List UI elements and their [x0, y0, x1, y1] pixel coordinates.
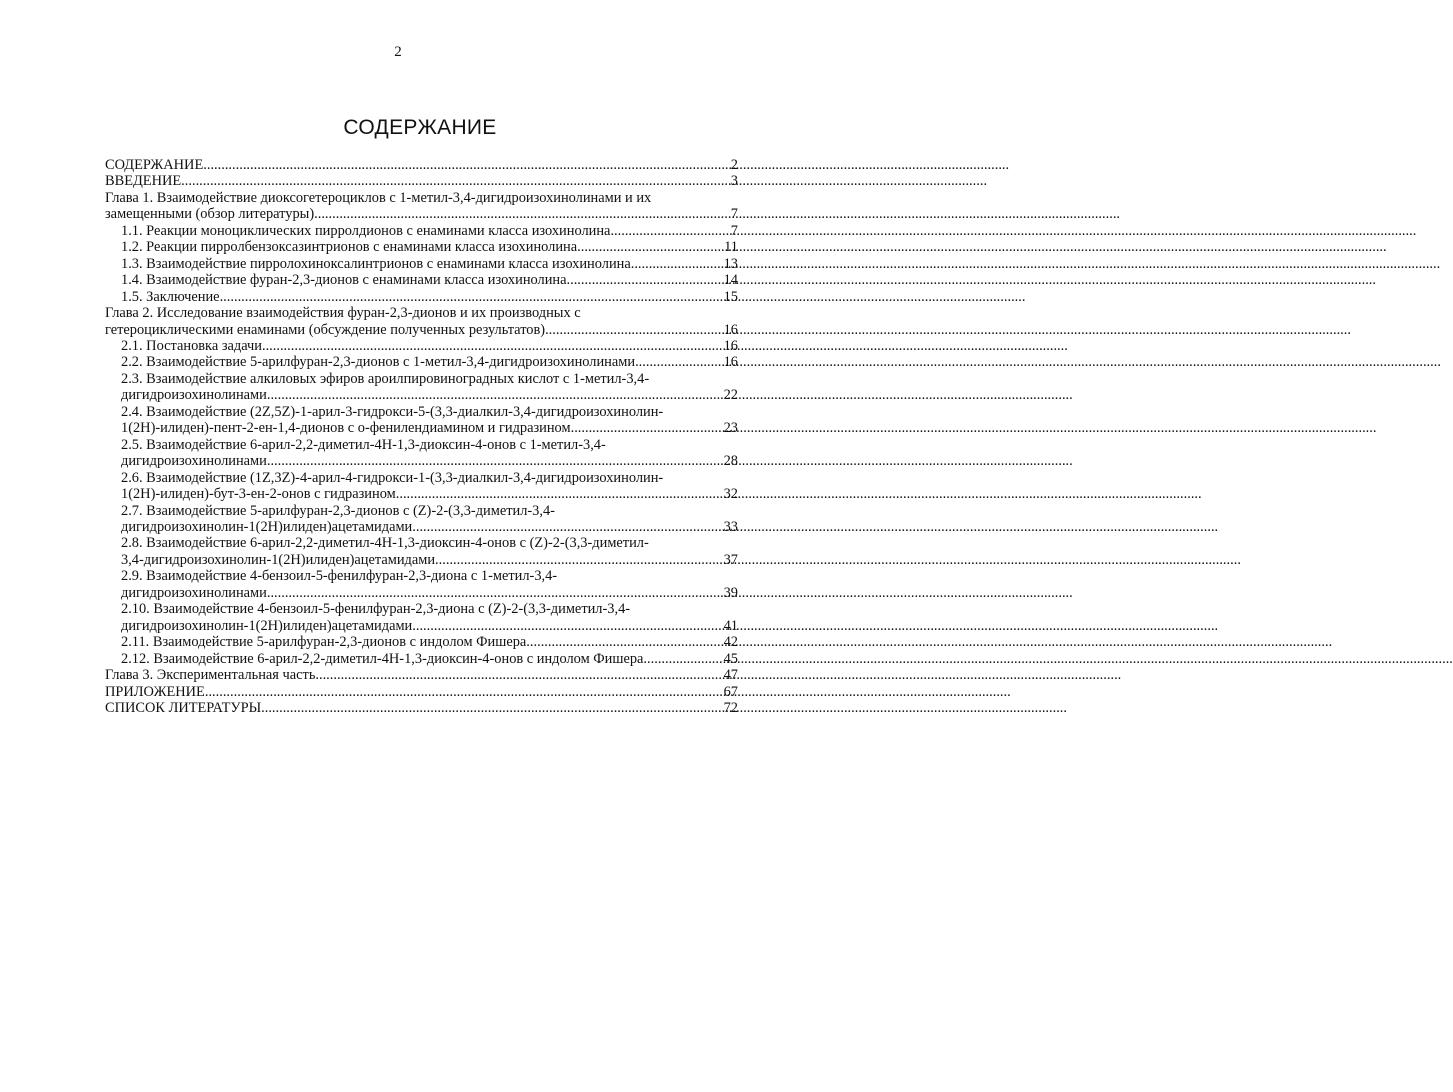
dot-leader [267, 585, 724, 601]
toc-page-number: 72 [723, 699, 738, 716]
dot-leader [315, 667, 723, 683]
toc-entry[interactable] [105, 651, 738, 667]
toc-entry[interactable] [105, 173, 738, 189]
dot-leader [647, 651, 724, 667]
toc-entry-title: СОДЕРЖАНИЕ [105, 157, 204, 173]
toc-entry[interactable] [105, 190, 738, 223]
toc-page-number: 33 [723, 518, 738, 535]
dot-leader [634, 256, 723, 272]
toc-entry-title: СПИСОК ЛИТЕРАТУРЫ [105, 699, 262, 716]
toc-entry[interactable] [105, 305, 738, 338]
dot-leader [262, 338, 724, 354]
toc-entry[interactable] [105, 601, 738, 634]
toc-entry-title: дигидроизохинолинами [121, 387, 267, 404]
dot-leader [635, 354, 724, 370]
toc-entry-line: 2.9. Взаимодействие 4-бензоил-5-фенилфуран-2,3-диона с 1-метил-3,4- [121, 568, 558, 585]
toc-entry-title: дигидроизохинолин-1(2H)илиден)ацетамидами [121, 617, 413, 634]
dot-leader [261, 700, 723, 716]
dot-leader [396, 486, 724, 502]
dot-leader [181, 173, 731, 189]
toc-entry-title: 2.1. Постановка задачи [121, 337, 262, 354]
dot-leader [412, 519, 723, 535]
toc-page-number: 28 [723, 453, 738, 470]
dot-leader [412, 618, 723, 634]
toc-entry-title: 2.11. Взаимодействие 5-арилфуран-2,3-дионов с индолом Фишера [121, 634, 527, 651]
toc-entry-line: Глава 1. Взаимодействие диоксогетероциклов с 1-метил-3,4-дигидроизохинолинами и их [105, 189, 652, 206]
toc-page-number: 15 [723, 288, 738, 305]
dot-leader [610, 223, 730, 239]
toc-entry-line: 2.7. Взаимодействие 5-арилфуран-2,3-дионов с (Z)-2-(3,3-диметил-3,4- [121, 502, 555, 519]
toc-entry-title: дигидроизохинолинами [121, 584, 267, 601]
toc-page-number: 22 [723, 387, 738, 404]
toc-entry-title: 1.4. Взаимодействие фуран-2,3-дионов с енаминами класса изохинолина. [121, 272, 571, 289]
toc-entry-title: Глава 3. Экспериментальная часть [105, 667, 316, 684]
toc-page-number: 11 [724, 239, 738, 256]
toc-title: СОДЕРЖАНИЕ [343, 116, 497, 139]
toc-entry[interactable] [105, 157, 738, 173]
page-number: 2 [394, 44, 402, 60]
toc-page-number: 41 [723, 617, 738, 634]
toc-entry-title: 1.5. Заключение [121, 288, 220, 305]
toc-page-number: 47 [723, 667, 738, 684]
toc-entry-line: 2.10. Взаимодействие 4-бензоил-5-фенилфуран-2,3-диона с (Z)-2-(3,3-диметил-3,4- [121, 601, 631, 618]
toc-entry-title: 1.3. Взаимодействие пирролохиноксалинтрионов с енаминами класса изохинолина. [121, 255, 635, 272]
toc-entry[interactable] [105, 338, 738, 354]
toc-page-number: 16 [723, 337, 738, 354]
toc-entry-line: 2.4. Взаимодействие (2Z,5Z)-1-арил-3-гидрокси-5-(3,3-диалкил-3,4-дигидроизохинолин- [121, 403, 664, 420]
toc-entry-title: дигидроизохинолинами [121, 453, 267, 470]
toc-page-number: 14 [723, 272, 738, 289]
toc-entry-title: 1(2H)-илиден)-бут-3-ен-2-онов с гидразином [121, 486, 396, 503]
toc-page-number: 23 [723, 420, 738, 437]
toc-entry-title: замещенными (обзор литературы) [105, 206, 315, 223]
toc-entry[interactable] [105, 700, 738, 716]
dot-leader [571, 420, 724, 436]
toc-entry[interactable] [105, 667, 738, 683]
toc-page-number: 67 [723, 683, 738, 700]
toc-page-number: 16 [723, 354, 738, 371]
toc-entry[interactable] [105, 404, 738, 437]
toc-entry[interactable] [105, 354, 738, 370]
toc-page-number: 13 [723, 255, 738, 272]
toc-entry[interactable] [105, 371, 738, 404]
toc-page-number: 16 [723, 321, 738, 338]
toc-entry-title: 2.12. Взаимодействие 6-арил-2,2-диметил-4H-1,3-диоксин-4-онов с индолом Фишера. [121, 650, 648, 667]
dot-leader [203, 157, 731, 173]
toc-entry-title: ПРИЛОЖЕНИЕ [105, 683, 205, 700]
toc-page-number: 3 [730, 173, 738, 190]
toc-entry-title: 3,4-дигидроизохинолин-1(2H)илиден)ацетамидами [121, 551, 436, 568]
dot-leader [205, 684, 724, 700]
toc-page-number: 42 [723, 634, 738, 651]
toc-page-number: 7 [730, 222, 738, 239]
toc-entry-line: 2.8. Взаимодействие 6-арил-2,2-диметил-4H-1,3-диоксин-4-онов с (Z)-2-(3,3-диметил- [121, 535, 649, 552]
toc-entry[interactable] [105, 503, 738, 536]
toc-entry-title: дигидроизохинолин-1(2H)илиден)ацетамидами [121, 518, 413, 535]
toc-entry-title: ВВЕДЕНИЕ [105, 173, 182, 190]
toc-page-number: 39 [723, 584, 738, 601]
table-of-contents [105, 157, 738, 716]
toc-entry[interactable] [105, 272, 738, 288]
toc-entry[interactable] [105, 256, 738, 272]
toc-page-number: 7 [730, 206, 738, 223]
toc-entry-title: 2.2. Взаимодействие 5-арилфуран-2,3-дионов с 1-метил-3,4-дигидроизохинолинами [121, 354, 636, 371]
dot-leader [267, 453, 724, 469]
toc-entry-title: 1.1. Реакции моноциклических пирролдионов с енаминами класса изохинолина [121, 222, 611, 239]
toc-entry-line: 2.5. Взаимодействие 6-арил-2,2-диметил-4H-1,3-диоксин-4-онов с 1-метил-3,4- [121, 436, 606, 453]
toc-page-number: 2 [730, 157, 738, 173]
dot-leader [314, 206, 731, 222]
toc-entry[interactable] [105, 568, 738, 601]
toc-entry-title: 1(2H)-илиден)-пент-2-ен-1,4-дионов с о-фенилендиамином и гидразином [121, 420, 571, 437]
toc-entry[interactable] [105, 289, 738, 305]
dot-leader [570, 272, 724, 288]
toc-entry[interactable] [105, 634, 738, 650]
toc-entry[interactable] [105, 535, 738, 568]
toc-entry-line: 2.6. Взаимодействие (1Z,3Z)-4-арил-4-гидрокси-1-(3,3-диалкил-3,4-дигидроизохинолин- [121, 469, 664, 486]
toc-entry-line: Глава 2. Исследование взаимодействия фуран-2,3-дионов и их производных с [105, 305, 581, 322]
dot-leader [526, 634, 723, 650]
dot-leader [581, 239, 724, 255]
toc-entry[interactable] [105, 684, 738, 700]
toc-page-number: 37 [723, 551, 738, 568]
toc-entry-title: 1.2. Реакции пирролбензоксазинтрионов с енаминами класса изохинолина. [121, 239, 581, 256]
toc-page-number: 45 [723, 650, 738, 667]
toc-entry[interactable] [105, 437, 738, 470]
toc-entry-line: 2.3. Взаимодействие алкиловых эфиров ароилпировиноградных кислот с 1-метил-3,4- [121, 370, 650, 387]
dot-leader [267, 387, 724, 403]
toc-entry-title: гетероциклическими енаминами (обсуждение полученных результатов) [105, 321, 546, 338]
dot-leader [545, 322, 724, 338]
toc-entry[interactable] [105, 223, 738, 239]
toc-entry[interactable] [105, 239, 738, 255]
dot-leader [220, 289, 724, 305]
toc-entry[interactable] [105, 470, 738, 503]
toc-page-number: 32 [723, 486, 738, 503]
dot-leader [435, 552, 724, 568]
